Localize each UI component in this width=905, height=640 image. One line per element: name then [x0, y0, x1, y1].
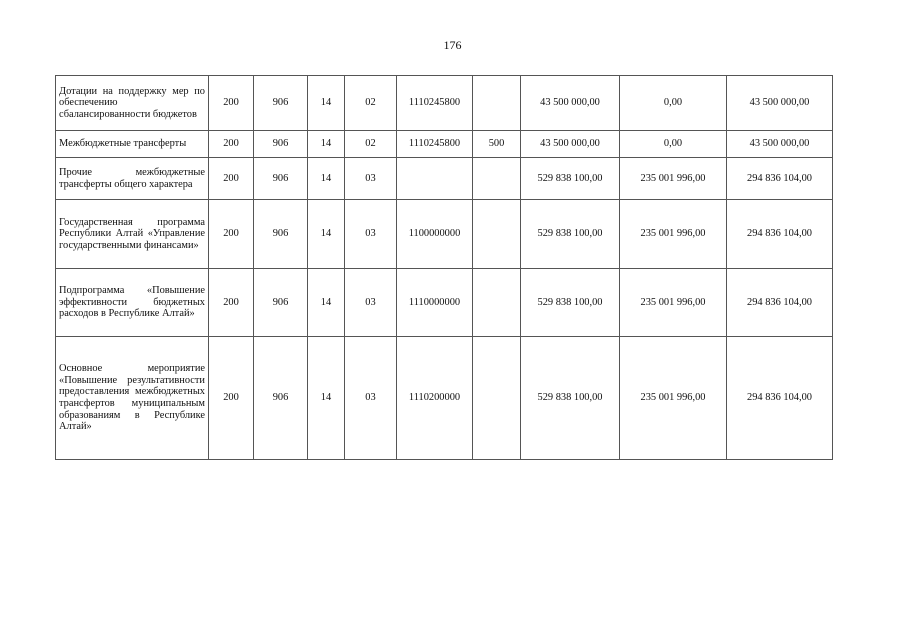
- row-code-2: 906: [254, 158, 308, 200]
- row-value-2: 235 001 996,00: [620, 200, 727, 269]
- row-code-2: 906: [254, 200, 308, 269]
- row-code-6: [473, 269, 521, 337]
- row-name: Подпрограмма «Повышение эффективности бюджетных расходов в Республике Алтай»: [56, 269, 209, 337]
- row-value-1: 529 838 100,00: [521, 337, 620, 460]
- row-code-3: 14: [308, 200, 345, 269]
- row-value-2: 0,00: [620, 131, 727, 158]
- row-code-3: 14: [308, 131, 345, 158]
- table-row: [56, 337, 833, 460]
- row-code-4: 03: [345, 269, 397, 337]
- row-code-1: 200: [209, 76, 254, 131]
- row-code-4: 02: [345, 76, 397, 131]
- row-value-1: 43 500 000,00: [521, 131, 620, 158]
- table-row: [56, 76, 833, 131]
- table-row: [56, 269, 833, 337]
- row-code-4: 03: [345, 158, 397, 200]
- row-value-3: 43 500 000,00: [727, 76, 833, 131]
- row-code-1: 200: [209, 131, 254, 158]
- row-code-6: [473, 76, 521, 131]
- row-code-1: 200: [209, 158, 254, 200]
- row-code-2: 906: [254, 76, 308, 131]
- row-code-2: 906: [254, 131, 308, 158]
- row-code-5: 1110000000: [397, 269, 473, 337]
- row-code-2: 906: [254, 337, 308, 460]
- row-value-3: 43 500 000,00: [727, 131, 833, 158]
- row-code-3: 14: [308, 76, 345, 131]
- row-code-5: [397, 158, 473, 200]
- row-code-3: 14: [308, 269, 345, 337]
- table-row: [56, 200, 833, 269]
- row-code-1: 200: [209, 200, 254, 269]
- row-code-6: 500: [473, 131, 521, 158]
- row-value-1: 529 838 100,00: [521, 158, 620, 200]
- row-value-3: 294 836 104,00: [727, 200, 833, 269]
- row-value-3: 294 836 104,00: [727, 269, 833, 337]
- row-value-1: 43 500 000,00: [521, 76, 620, 131]
- row-value-1: 529 838 100,00: [521, 200, 620, 269]
- row-code-4: 03: [345, 337, 397, 460]
- row-name: Государственная программа Республики Алтай «Управление государственными финансами»: [56, 200, 209, 269]
- row-code-1: 200: [209, 269, 254, 337]
- row-code-5: 1110200000: [397, 337, 473, 460]
- row-name: Прочие межбюджетные трансферты общего характера: [56, 158, 209, 200]
- row-code-4: 03: [345, 200, 397, 269]
- row-value-2: 235 001 996,00: [620, 337, 727, 460]
- table-row: [56, 131, 833, 158]
- row-name: Межбюджетные трансферты: [56, 131, 209, 158]
- row-code-3: 14: [308, 158, 345, 200]
- row-name: Дотации на поддержку мер по обеспечению сбалансированности бюджетов: [56, 76, 209, 131]
- row-value-1: 529 838 100,00: [521, 269, 620, 337]
- budget-table: [55, 75, 833, 460]
- row-value-3: 294 836 104,00: [727, 158, 833, 200]
- row-value-2: 235 001 996,00: [620, 158, 727, 200]
- row-code-6: [473, 200, 521, 269]
- row-code-6: [473, 337, 521, 460]
- row-code-5: 1110245800: [397, 76, 473, 131]
- row-code-1: 200: [209, 337, 254, 460]
- row-code-5: 1110245800: [397, 131, 473, 158]
- row-value-2: 0,00: [620, 76, 727, 131]
- row-code-5: 1100000000: [397, 200, 473, 269]
- row-code-4: 02: [345, 131, 397, 158]
- table-row: [56, 158, 833, 200]
- row-value-2: 235 001 996,00: [620, 269, 727, 337]
- page-number: 176: [443, 38, 462, 52]
- row-code-6: [473, 158, 521, 200]
- row-code-2: 906: [254, 269, 308, 337]
- row-value-3: 294 836 104,00: [727, 337, 833, 460]
- row-name: Основное мероприятие «Повышение результативности предоставления межбюджетных трансфертов муниципальным образованиям в Республике Алтай»: [56, 337, 209, 460]
- row-code-3: 14: [308, 337, 345, 460]
